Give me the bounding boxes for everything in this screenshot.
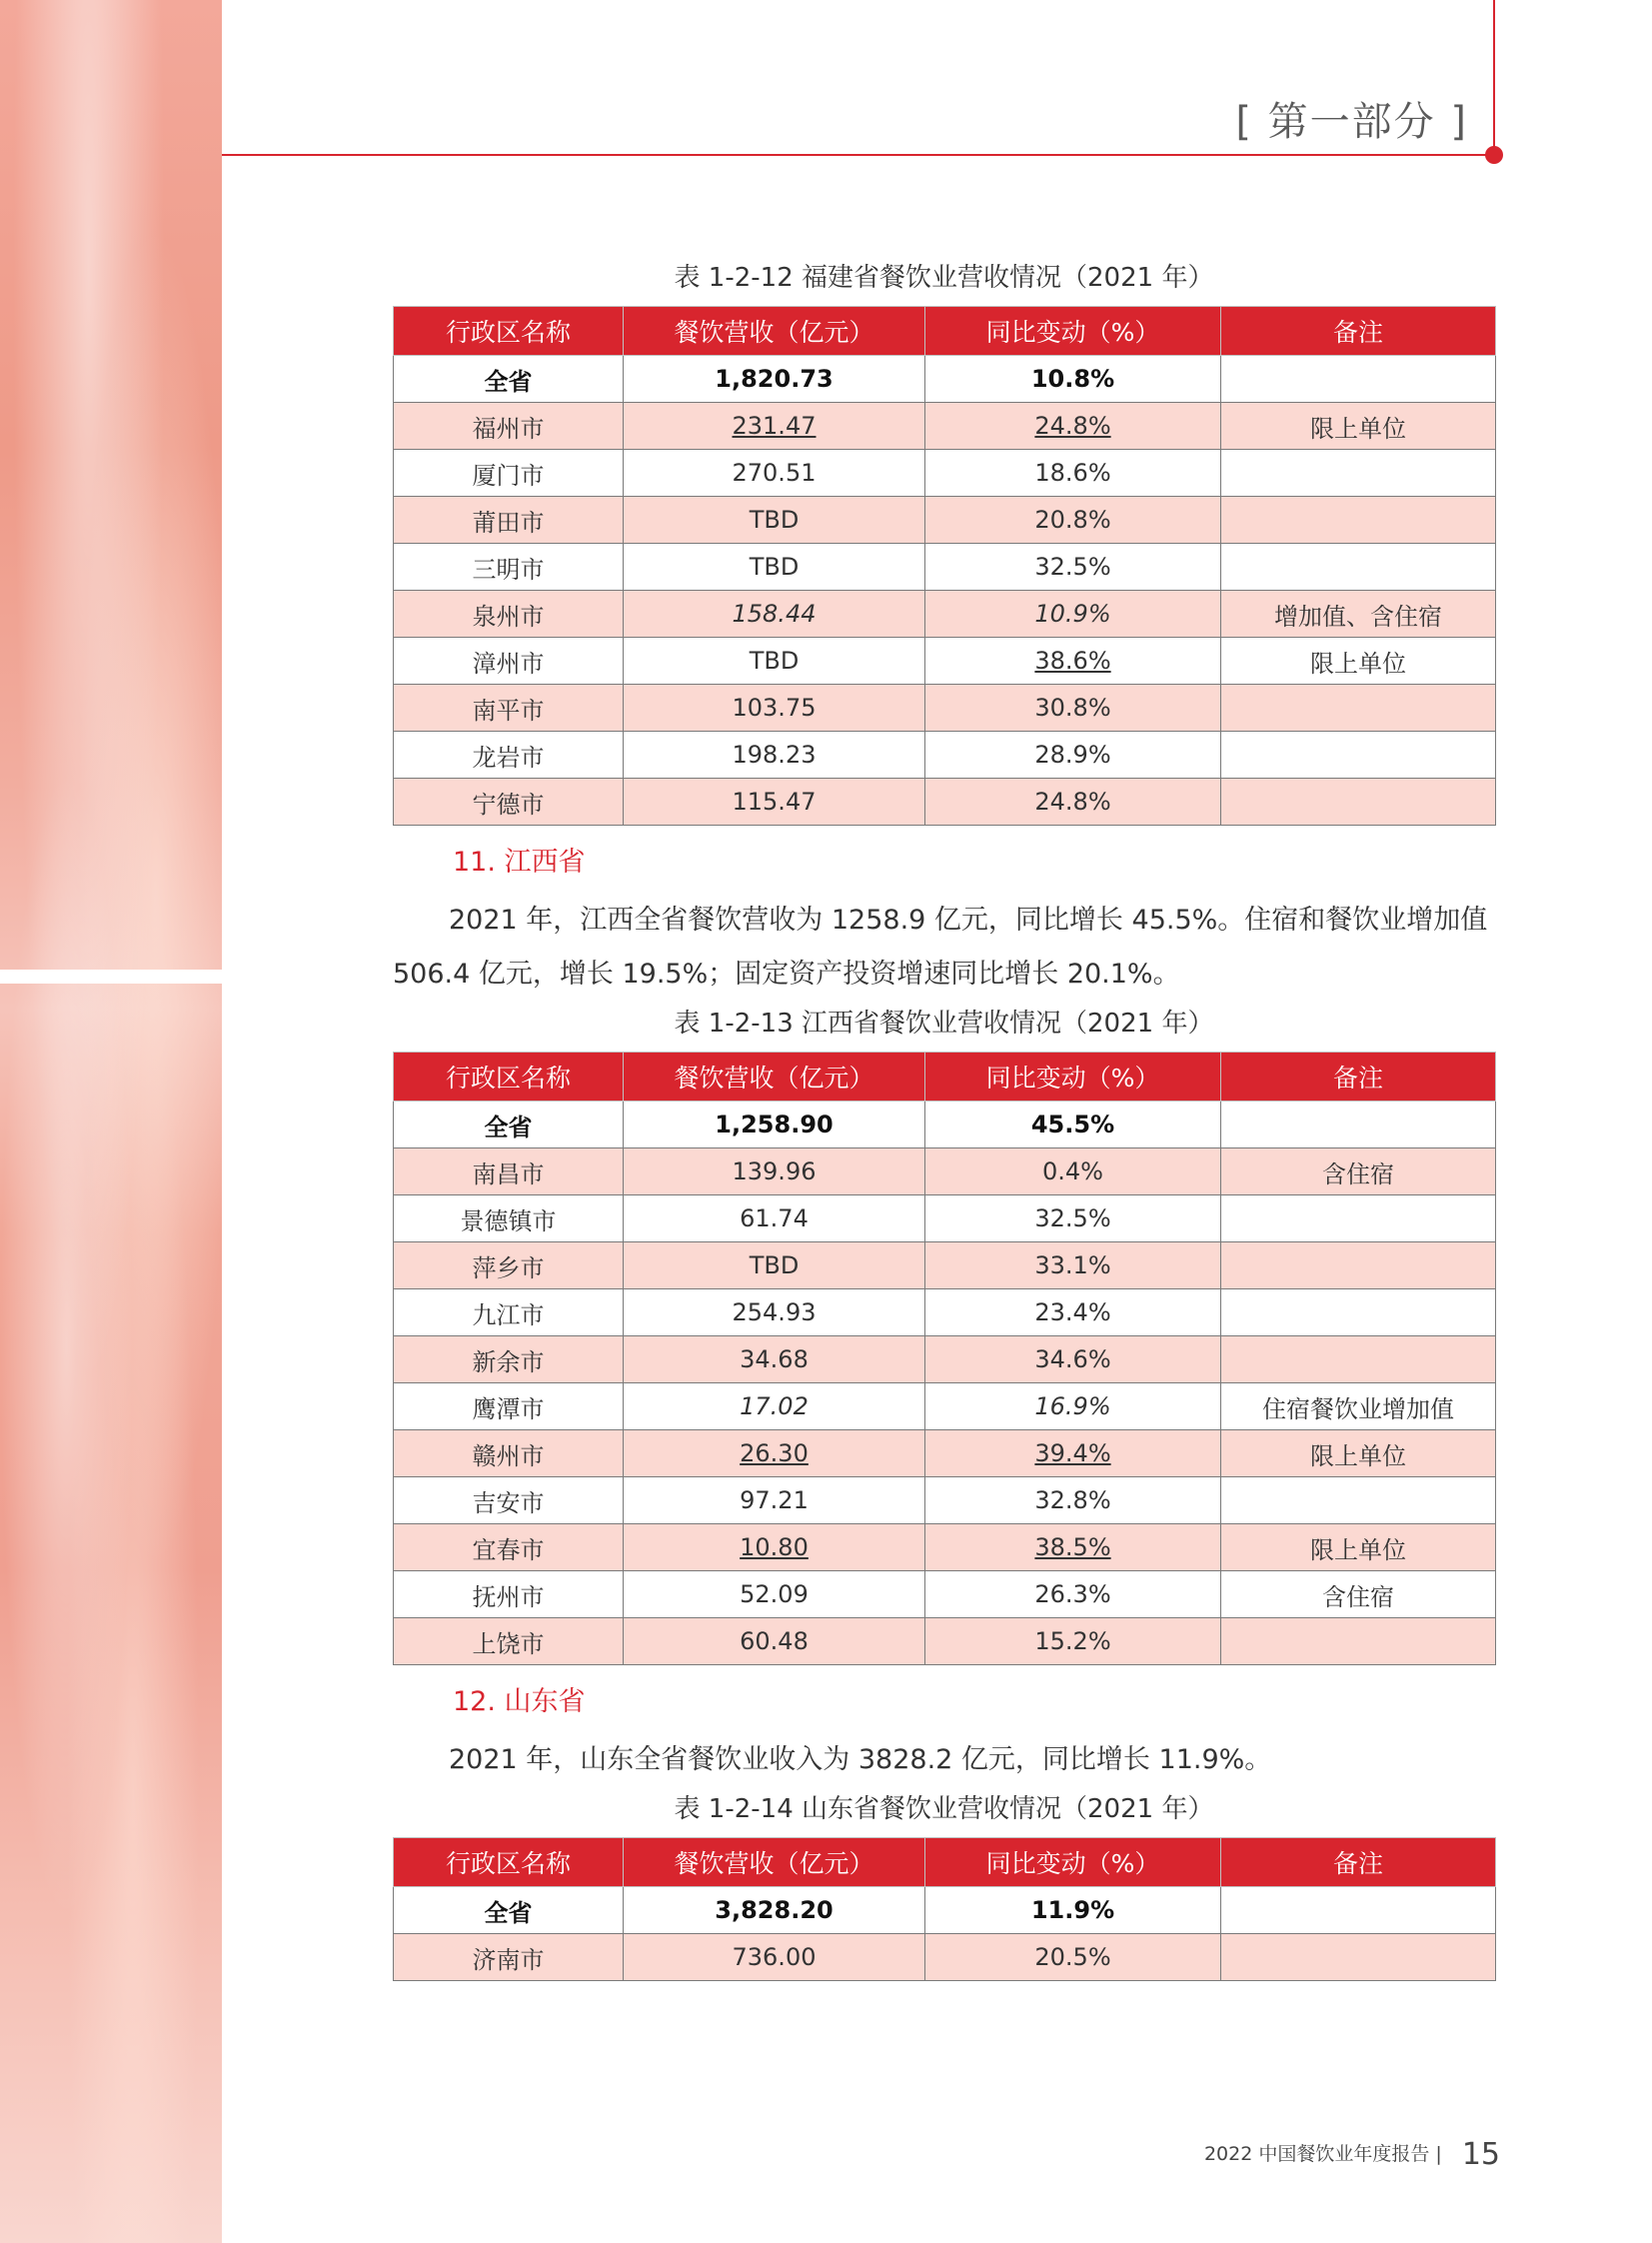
table-title-jiangxi: 表 1-2-13 江西省餐饮业营收情况（2021 年） [674, 1009, 1214, 1039]
col-header-change: 同比变动（%） [925, 1053, 1221, 1102]
cell-note [1221, 497, 1496, 544]
cell-region: 景德镇市 [394, 1195, 624, 1242]
cell-change: 15.2% [925, 1618, 1221, 1665]
table-row [394, 591, 1496, 638]
cell-note [1221, 1242, 1496, 1289]
cell-revenue: 270.51 [624, 450, 925, 497]
col-header-note: 备注 [1221, 307, 1496, 356]
cell-revenue: 61.74 [624, 1195, 925, 1242]
col-header-change: 同比变动（%） [925, 1838, 1221, 1887]
cell-revenue: 3,828.20 [624, 1887, 925, 1934]
col-header-revenue: 餐饮营收（亿元） [624, 307, 925, 356]
photo-divider [0, 970, 222, 984]
table-header-row [394, 307, 1496, 356]
cell-change: 16.9% [925, 1383, 1221, 1430]
table-row [394, 1336, 1496, 1383]
table-row [394, 1571, 1496, 1618]
cell-change: 26.3% [925, 1571, 1221, 1618]
table-row [394, 638, 1496, 685]
cell-change: 39.4% [925, 1430, 1221, 1477]
table-row [394, 450, 1496, 497]
cell-revenue: 1,258.90 [624, 1102, 925, 1148]
header-vertical-rule [1493, 0, 1495, 152]
cell-note [1221, 1102, 1496, 1148]
cell-revenue: 34.68 [624, 1336, 925, 1383]
cell-change: 24.8% [925, 403, 1221, 450]
cell-change: 18.6% [925, 450, 1221, 497]
cell-region: 全省 [394, 356, 624, 403]
paragraph-jiangxi: 2021 年，江西全省餐饮营收为 1258.9 亿元，同比增长 45.5%。住宿和餐饮业增加值 506.4 亿元，增长 19.5%；固定资产投资增速同比增长 20.1%。 [393, 905, 1488, 990]
cell-region: 赣州市 [394, 1430, 624, 1477]
cell-change: 20.8% [925, 497, 1221, 544]
table-row [394, 356, 1496, 403]
decorative-photo-strip [0, 0, 222, 2243]
col-header-region: 行政区名称 [394, 1838, 624, 1887]
col-header-region: 行政区名称 [394, 1053, 624, 1102]
cell-change: 32.8% [925, 1477, 1221, 1524]
cell-note [1221, 1477, 1496, 1524]
col-header-revenue: 餐饮营收（亿元） [624, 1838, 925, 1887]
cell-change: 20.5% [925, 1934, 1221, 1981]
footer-report-title: 2022 中国餐饮业年度报告 | [1203, 2143, 1442, 2165]
cell-note [1221, 1887, 1496, 1934]
cell-region: 三明市 [394, 544, 624, 591]
cell-revenue: 97.21 [624, 1477, 925, 1524]
cell-revenue: 60.48 [624, 1618, 925, 1665]
table-jiangxi [393, 1052, 1496, 1665]
cell-change: 10.8% [925, 356, 1221, 403]
cell-region: 宁德市 [394, 779, 624, 826]
cell-region: 抚州市 [394, 1571, 624, 1618]
cell-region: 鹰潭市 [394, 1383, 624, 1430]
cell-change: 24.8% [925, 779, 1221, 826]
section-heading-jiangxi: 11. 江西省 [453, 847, 586, 878]
cell-note [1221, 450, 1496, 497]
cell-region: 漳州市 [394, 638, 624, 685]
section-heading-shandong: 12. 山东省 [453, 1686, 586, 1717]
cell-region: 福州市 [394, 403, 624, 450]
cell-note [1221, 1336, 1496, 1383]
table-header-row [394, 1838, 1496, 1887]
page-footer [1204, 2137, 1500, 2172]
table-row [394, 779, 1496, 826]
cell-note [1221, 685, 1496, 732]
col-header-region: 行政区名称 [394, 307, 624, 356]
cell-note: 限上单位 [1221, 638, 1496, 685]
table-row [394, 1887, 1496, 1934]
cell-note: 含住宿 [1221, 1148, 1496, 1195]
cell-region: 宜春市 [394, 1524, 624, 1571]
cell-region: 南昌市 [394, 1148, 624, 1195]
cell-revenue: 139.96 [624, 1148, 925, 1195]
cell-note [1221, 1618, 1496, 1665]
table-row [394, 1477, 1496, 1524]
cell-revenue: 103.75 [624, 685, 925, 732]
cell-revenue: TBD [624, 544, 925, 591]
cell-region: 泉州市 [394, 591, 624, 638]
cell-revenue: TBD [624, 638, 925, 685]
cell-revenue: 115.47 [624, 779, 925, 826]
cell-region: 新余市 [394, 1336, 624, 1383]
header-horizontal-rule [222, 154, 1493, 156]
cell-revenue: 17.02 [624, 1383, 925, 1430]
col-header-note: 备注 [1221, 1838, 1496, 1887]
cell-region: 济南市 [394, 1934, 624, 1981]
cell-note: 限上单位 [1221, 1524, 1496, 1571]
cell-note [1221, 356, 1496, 403]
cell-note [1221, 1289, 1496, 1336]
table-row [394, 544, 1496, 591]
cell-revenue: 1,820.73 [624, 356, 925, 403]
table-row [394, 685, 1496, 732]
cell-region: 莆田市 [394, 497, 624, 544]
cell-note [1221, 1934, 1496, 1981]
table-row [394, 1618, 1496, 1665]
table-row [394, 1430, 1496, 1477]
table-row [394, 732, 1496, 779]
table-row [394, 1195, 1496, 1242]
cell-change: 45.5% [925, 1102, 1221, 1148]
cell-note: 限上单位 [1221, 1430, 1496, 1477]
table-row [394, 1524, 1496, 1571]
cell-region: 九江市 [394, 1289, 624, 1336]
cell-revenue: 26.30 [624, 1430, 925, 1477]
cell-revenue: 52.09 [624, 1571, 925, 1618]
table-title-fujian: 表 1-2-12 福建省餐饮业营收情况（2021 年） [674, 263, 1214, 293]
cell-change: 32.5% [925, 1195, 1221, 1242]
cell-change: 34.6% [925, 1336, 1221, 1383]
table-row [394, 497, 1496, 544]
cell-revenue: 198.23 [624, 732, 925, 779]
cell-region: 龙岩市 [394, 732, 624, 779]
cell-revenue: 254.93 [624, 1289, 925, 1336]
cell-region: 全省 [394, 1102, 624, 1148]
cell-change: 38.6% [925, 638, 1221, 685]
cell-change: 28.9% [925, 732, 1221, 779]
table-row [394, 1383, 1496, 1430]
cell-change: 23.4% [925, 1289, 1221, 1336]
table-fujian [393, 306, 1496, 826]
table-body [394, 356, 1496, 826]
cell-note [1221, 544, 1496, 591]
cell-region: 吉安市 [394, 1477, 624, 1524]
table-body [394, 1102, 1496, 1665]
cell-region: 全省 [394, 1887, 624, 1934]
cell-change: 10.9% [925, 591, 1221, 638]
table-title-shandong: 表 1-2-14 山东省餐饮业营收情况（2021 年） [674, 1794, 1214, 1824]
cell-change: 30.8% [925, 685, 1221, 732]
table-row [394, 1242, 1496, 1289]
table-row [394, 1289, 1496, 1336]
page-content [393, 260, 1495, 1999]
cell-change: 33.1% [925, 1242, 1221, 1289]
col-header-revenue: 餐饮营收（亿元） [624, 1053, 925, 1102]
paragraph-shandong: 2021 年，山东全省餐饮业收入为 3828.2 亿元，同比增长 11.9%。 [449, 1744, 1272, 1775]
table-row [394, 1934, 1496, 1981]
cell-revenue: 231.47 [624, 403, 925, 450]
part-label: [ 第一部分 ] [1235, 99, 1468, 145]
cell-note: 限上单位 [1221, 403, 1496, 450]
cell-note [1221, 1195, 1496, 1242]
cell-change: 32.5% [925, 544, 1221, 591]
table-shandong [393, 1837, 1496, 1981]
cell-note [1221, 732, 1496, 779]
table-row [394, 1102, 1496, 1148]
table-header-row [394, 1053, 1496, 1102]
cell-region: 萍乡市 [394, 1242, 624, 1289]
cell-change: 0.4% [925, 1148, 1221, 1195]
cell-note: 住宿餐饮业增加值 [1221, 1383, 1496, 1430]
col-header-note: 备注 [1221, 1053, 1496, 1102]
table-row [394, 1148, 1496, 1195]
cell-revenue: 736.00 [624, 1934, 925, 1981]
cell-change: 38.5% [925, 1524, 1221, 1571]
table-body [394, 1887, 1496, 1981]
cell-region: 厦门市 [394, 450, 624, 497]
cell-change: 11.9% [925, 1887, 1221, 1934]
cell-revenue: TBD [624, 497, 925, 544]
cell-region: 上饶市 [394, 1618, 624, 1665]
table-row [394, 403, 1496, 450]
cell-note: 含住宿 [1221, 1571, 1496, 1618]
cell-region: 南平市 [394, 685, 624, 732]
cell-revenue: 158.44 [624, 591, 925, 638]
cell-note: 增加值、含住宿 [1221, 591, 1496, 638]
cell-revenue: TBD [624, 1242, 925, 1289]
cell-revenue: 10.80 [624, 1524, 925, 1571]
page-number: 15 [1461, 2137, 1500, 2172]
cell-note [1221, 779, 1496, 826]
header-rule-dot [1485, 146, 1503, 164]
col-header-change: 同比变动（%） [925, 307, 1221, 356]
